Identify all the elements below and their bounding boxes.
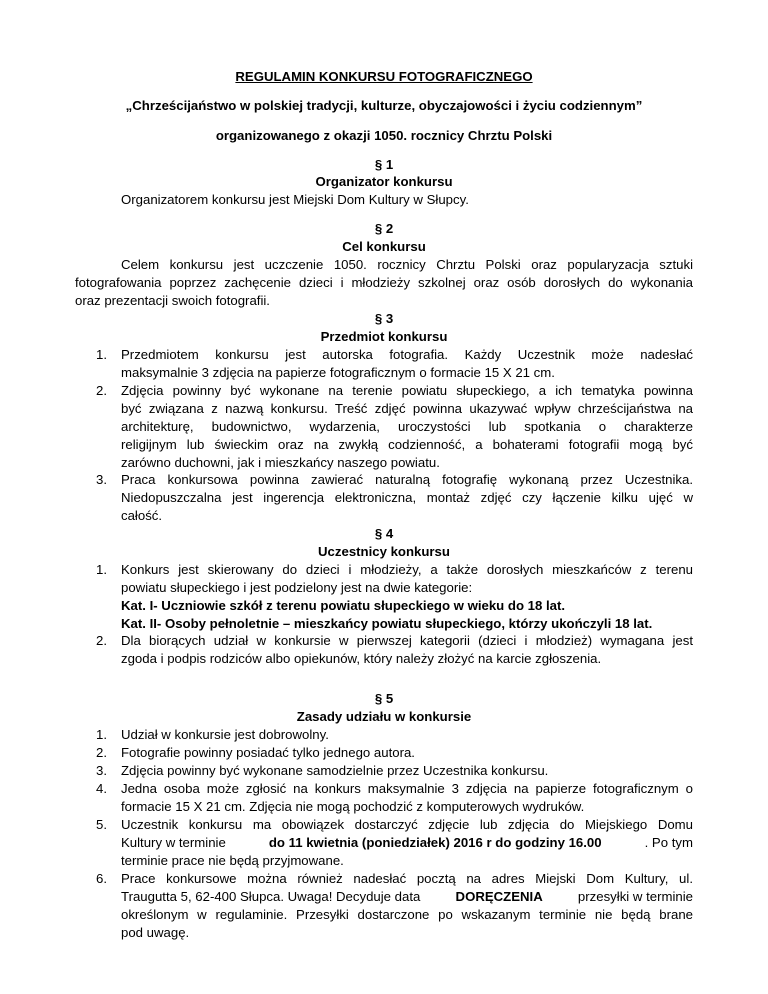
- section-1-number: § 1: [374, 157, 394, 172]
- document-title: REGULAMIN KONKURSU FOTOGRAFICZNEGO: [235, 69, 533, 84]
- list-line: całość.: [121, 508, 163, 523]
- list-line: architekturę, budownictwo, wydarzenia, uroczystości lub spotkania o charakterze: [121, 419, 693, 434]
- list-line: Fotografie powinny posiadać tylko jednego autora.: [121, 745, 415, 760]
- section-5-heading: Zasady udziału w konkursie: [296, 709, 472, 724]
- list-line: terminie prace nie będą przyjmowane.: [121, 853, 344, 868]
- list-line-part: Kultury w terminie: [121, 835, 226, 850]
- list-number: 3.: [96, 472, 107, 487]
- section-1-heading: Organizator konkursu: [315, 174, 453, 189]
- section-5-number: § 5: [374, 691, 394, 706]
- delivery-emphasis: DORĘCZENIA: [455, 889, 543, 904]
- document-occasion: organizowanego z okazji 1050. rocznicy Chrztu Polski: [215, 128, 553, 143]
- list-number: 1.: [96, 562, 107, 577]
- document-subtitle: „Chrześcijaństwo w polskiej tradycji, kulturze, obyczajowości i życiu codziennym”: [125, 98, 643, 113]
- list-line-part: . Po tym: [644, 835, 693, 850]
- section-2-line: Celem konkursu jest uczczenie 1050. rocznicy Chrztu Polski oraz popularyzacja sztuki: [121, 257, 693, 272]
- list-line: maksymalnie 3 zdjęcia na papierze fotograficznym o formacie 15 X 21 cm.: [121, 365, 555, 380]
- list-line: Jedna osoba może zgłosić na konkurs maksymalnie 3 zdjęcia na papierze fotograficznym o: [121, 781, 693, 796]
- list-number: 4.: [96, 781, 107, 796]
- list-line: zarówno duchowni, jak i mieszkańcy naszego powiatu.: [121, 455, 440, 470]
- list-line-part: Traugutta 5, 62-400 Słupca. Uwaga! Decyduje data: [121, 889, 421, 904]
- section-1-text: Organizatorem konkursu jest Miejski Dom Kultury w Słupcy.: [121, 192, 469, 207]
- list-number: 2.: [96, 633, 107, 648]
- section-2-line: oraz prezentacji swoich fotografii.: [75, 293, 270, 308]
- list-line-part: przesyłki w terminie: [577, 889, 693, 904]
- list-number: 1.: [96, 727, 107, 742]
- section-4-heading: Uczestnicy konkursu: [318, 544, 450, 559]
- section-3-number: § 3: [374, 311, 394, 326]
- list-number: 2.: [96, 745, 107, 760]
- section-2-line: fotografowania poprzez zachęcenie dzieci i młodzieży szkolnej oraz osób dorosłych do wykonania: [75, 275, 693, 290]
- list-line: Niedopuszczalna jest ingerencja elektroniczna, montaż zdjęć czy łączenie kilku ujęć w: [121, 490, 693, 505]
- category-1: Kat. I- Uczniowie szkół z terenu powiatu słupeckiego w wieku do 18 lat.: [121, 598, 566, 613]
- list-line: pod uwagę.: [121, 925, 190, 940]
- list-line: zgoda i podpis rodziców albo opiekunów, który należy złożyć na karcie zgłoszenia.: [121, 651, 602, 666]
- section-4-number: § 4: [374, 526, 394, 541]
- list-line-mixed: [121, 834, 693, 852]
- list-line: Zdjęcia powinny być wykonane na terenie powiatu słupeckiego, a ich tematyka powinna: [121, 383, 693, 398]
- list-line: Przedmiotem konkursu jest autorska fotografia. Każdy Uczestnik może nadesłać: [121, 347, 693, 362]
- list-number: 3.: [96, 763, 107, 778]
- list-number: 6.: [96, 871, 107, 886]
- section-3-heading: Przedmiot konkursu: [320, 329, 448, 344]
- list-number: 5.: [96, 817, 107, 832]
- deadline-text: do 11 kwietnia (poniedziałek) 2016 r do godziny 16.00: [268, 835, 602, 850]
- list-line: powiatu słupeckiego i jest podzielony jest na dwie kategorie:: [121, 580, 473, 595]
- list-line: Zdjęcia powinny być wykonane samodzielnie przez Uczestnika konkursu.: [121, 763, 549, 778]
- category-2: Kat. II- Osoby pełnoletnie – mieszkańcy powiatu słupeckiego, którzy ukończyli 18 lat.: [121, 616, 653, 631]
- list-line: religijnym lub świeckim oraz na zwykłą codzienność, a bohaterami fotografii mogą być: [121, 437, 693, 452]
- list-line: Uczestnik konkursu ma obowiązek dostarczyć zdjęcie lub zdjęcia do Miejskiego Domu: [121, 817, 693, 832]
- list-line-mixed: [121, 888, 693, 906]
- list-line: Dla biorących udział w konkursie w pierwszej kategorii (dzieci i młodzież) wymagana jest: [121, 633, 693, 648]
- list-line: Praca konkursowa powinna zawierać naturalną fotografię wykonaną przez Uczestnika.: [121, 472, 693, 487]
- section-2-number: § 2: [374, 221, 394, 236]
- list-number: 2.: [96, 383, 107, 398]
- list-line: Konkurs jest skierowany do dzieci i młodzieży, a także dorosłych mieszkańców z terenu: [121, 562, 693, 577]
- list-line: określonym w regulaminie. Przesyłki dostarczone po wskazanym terminie nie będą brane: [121, 907, 693, 922]
- list-line: Prace konkursowe można również nadesłać pocztą na adres Miejski Dom Kultury, ul.: [121, 871, 693, 886]
- list-number: 1.: [96, 347, 107, 362]
- section-2-heading: Cel konkursu: [342, 239, 426, 254]
- list-line: Udział w konkursie jest dobrowolny.: [121, 727, 329, 742]
- list-line: być związana z nazwą konkursu. Treść zdjęć powinna ukazywać wpływ chrześcijaństwa na: [121, 401, 693, 416]
- list-line: formacie 15 X 21 cm. Zdjęcia nie mogą pochodzić z komputerowych wydruków.: [121, 799, 585, 814]
